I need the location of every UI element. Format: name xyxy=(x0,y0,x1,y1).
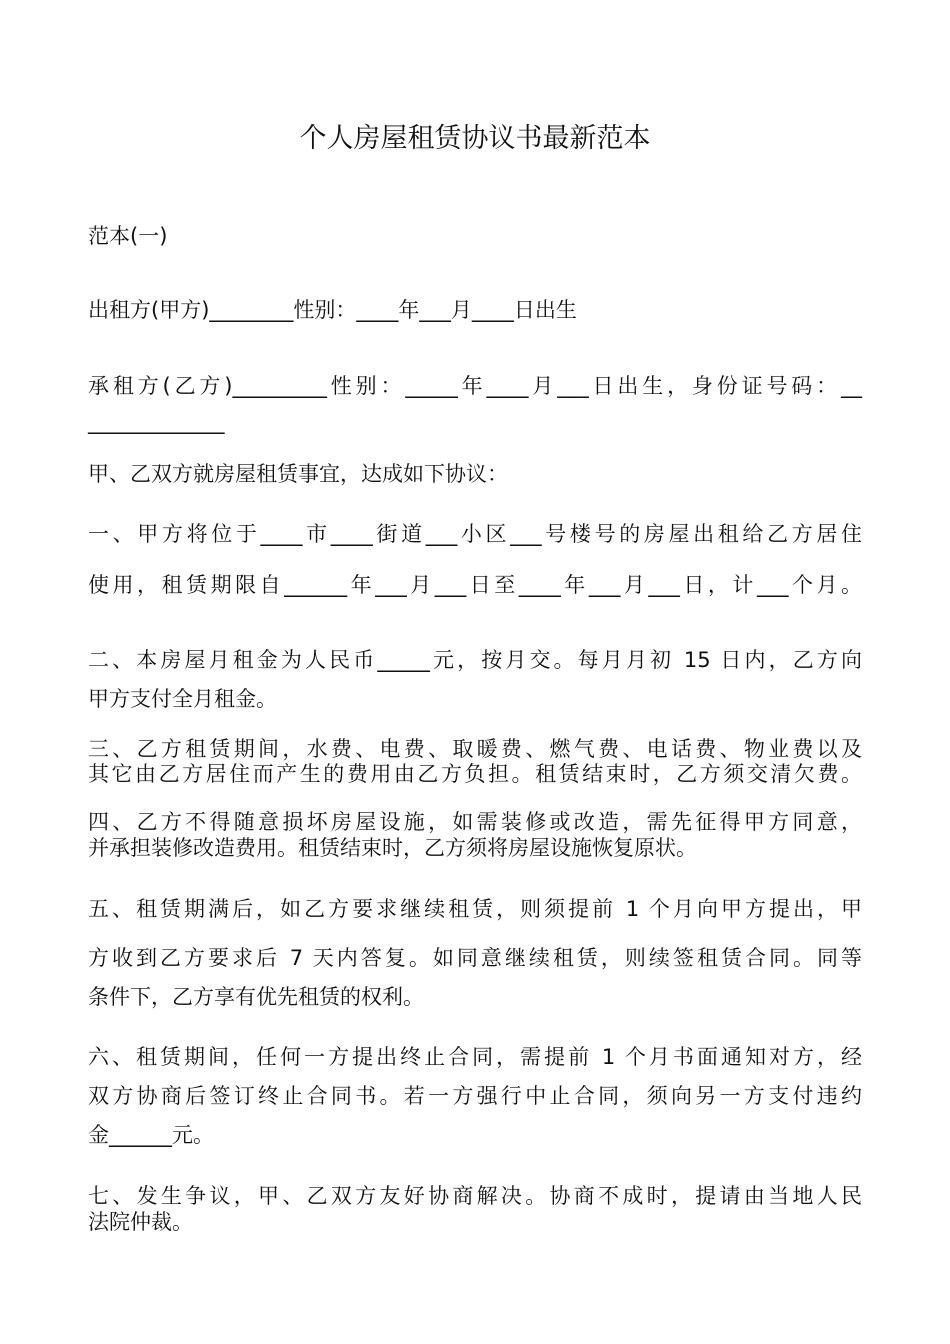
lessee-id-continuation: _____________ xyxy=(88,410,225,434)
clause-5-line-2: 方收到乙方要求后 7 天内答复。如同意继续租赁，则续签租赁合同。同等 xyxy=(88,946,862,970)
clause-7-line-2: 法院仲裁。 xyxy=(88,1210,193,1234)
clause-3-line-1: 三、乙方租赁期间，水费、电费、取暖费、燃气费、电话费、物业费以及 xyxy=(88,737,862,761)
clause-2-line-2: 甲方支付全月租金。 xyxy=(88,687,277,711)
clause-7-line-1: 七、发生争议，甲、乙双方友好协商解决。协商不成时，提请由当地人民 xyxy=(88,1184,862,1208)
document-title: 个人房屋租赁协议书最新范本 xyxy=(299,123,651,154)
clause-6-line-3: 金______元。 xyxy=(88,1123,214,1147)
clause-3-line-2: 其它由乙方居住而产生的费用由乙方负担。租赁结束时，乙方须交清欠费。 xyxy=(88,762,862,786)
agreement-intro: 甲、乙双方就房屋租赁事宜，达成如下协议： xyxy=(88,462,508,486)
clause-6-line-1: 六、租赁期间，任何一方提出终止合同，需提前 1 个月书面通知对方，经 xyxy=(88,1045,862,1069)
lessee-line: 承租方(乙方)_________性别：_____年____月___日出生，身份证号码：__ xyxy=(88,374,862,398)
clause-6-line-2: 双方协商后签订终止合同书。若一方强行中止合同，须向另一方支付违约 xyxy=(88,1084,862,1108)
clause-2-line-1: 二、本房屋月租金为人民币_____元，按月交。每月月初 15 日内，乙方向 xyxy=(88,648,862,672)
clause-5-line-3: 条件下，乙方享有优先租赁的权利。 xyxy=(88,985,424,1009)
section-heading: 范本(一) xyxy=(88,224,168,248)
lessor-line: 出租方(甲方)________性别：____年___月____日出生 xyxy=(88,298,577,322)
clause-1-line-2: 使用，租赁期限自______年___月___日至____年___月___日，计___个月。 xyxy=(88,573,862,597)
clause-4-line-2: 并承担装修改造费用。租赁结束时，乙方须将房屋设施恢复原状。 xyxy=(88,836,697,860)
clause-4-line-1: 四、乙方不得随意损坏房屋设施，如需装修或改造，需先征得甲方同意， xyxy=(88,810,862,834)
clause-5-line-1: 五、租赁期满后，如乙方要求继续租赁，则须提前 1 个月向甲方提出，甲 xyxy=(88,897,862,921)
clause-1-line-1: 一、甲方将位于____市____街道___小区___号楼号的房屋出租给乙方居住 xyxy=(88,522,862,546)
